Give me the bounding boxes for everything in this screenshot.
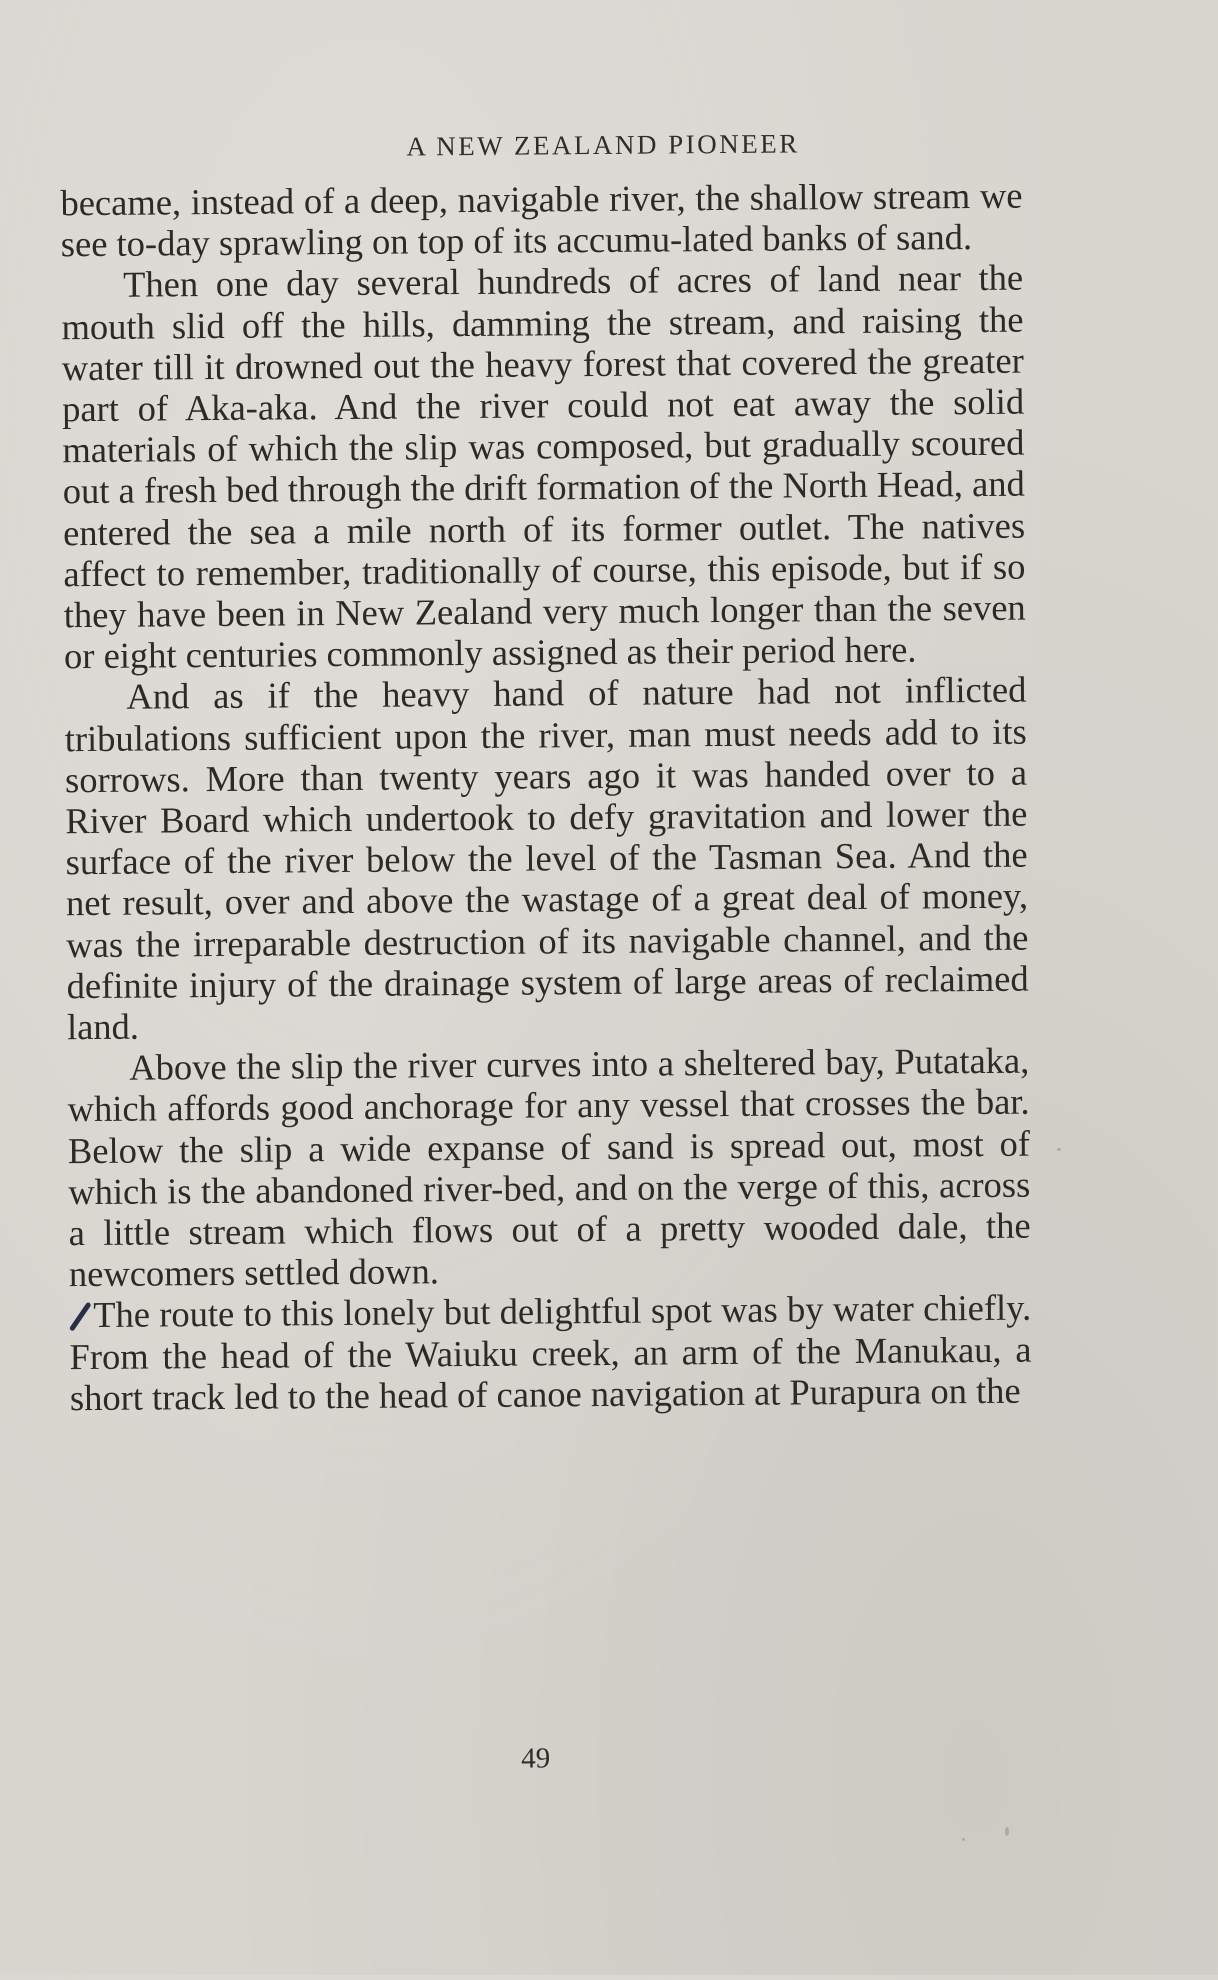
running-head: A NEW ZEALAND PIONEER [406, 128, 800, 162]
pencil-tick-icon [69, 1298, 91, 1328]
paragraph-2: Then one day several hundreds of acres of land near the mouth slid off the hills, damming the stream, and raising the water till it drowned out the heavy forest that covered the greater part of Aka-aka. And the river could not eat away the solid materials of which the slip was composed, but gradually scoured out a fresh bed through the drift formation of the North Head, and entered the sea a mile north of its former outlet. The natives affect to remember, traditionally of course, this episode, but if so they have been in New Zealand very much longer than the seven or eight centuries commonly assigned as their period here. [61, 257, 1026, 677]
paper-speck [962, 1838, 965, 1841]
paragraph-5 [69, 1287, 1032, 1418]
paper-speck [1005, 1827, 1009, 1836]
paragraph-3: And as if the heavy hand of nature had not inflicted tribulations sufficient upon the river, man must needs add to its sorrows. More than twenty years ago it was handed over to a River Board which undertook to defy gravitation and lower the surface of the river below the level of the Tasman Sea. And the net result, over and above the wastage of a great deal of money, was the irreparable destruction of its navigable channel, and the definite injury of the drainage system of large areas of reclaimed land. [64, 669, 1029, 1048]
body-text [60, 175, 1032, 1419]
page-number: 49 [521, 1742, 551, 1775]
paragraph-4: Above the slip the river curves into a sheltered bay, Putataka, which affords good anchorage for any vessel that crosses the bar. Below the slip a wide expanse of sand is spread out, most of which is the abandoned river-bed, and on the verge of this, across a little stream which flows out of a pretty wooded dale, the newcomers settled down. [67, 1039, 1031, 1295]
paper-speck [1057, 1148, 1061, 1151]
paragraph-5-text: The route to this lonely but delightful spot was by water chiefly. From the head of the Waiuku creek, an arm of the Manukau, a short track led to the head of canoe navigation at Purapura on the [69, 1287, 1032, 1419]
paragraph-1: became, instead of a deep, navigable river, the shallow stream we see to-day sprawling on top of its accumu-lated banks of sand. [60, 174, 1023, 265]
